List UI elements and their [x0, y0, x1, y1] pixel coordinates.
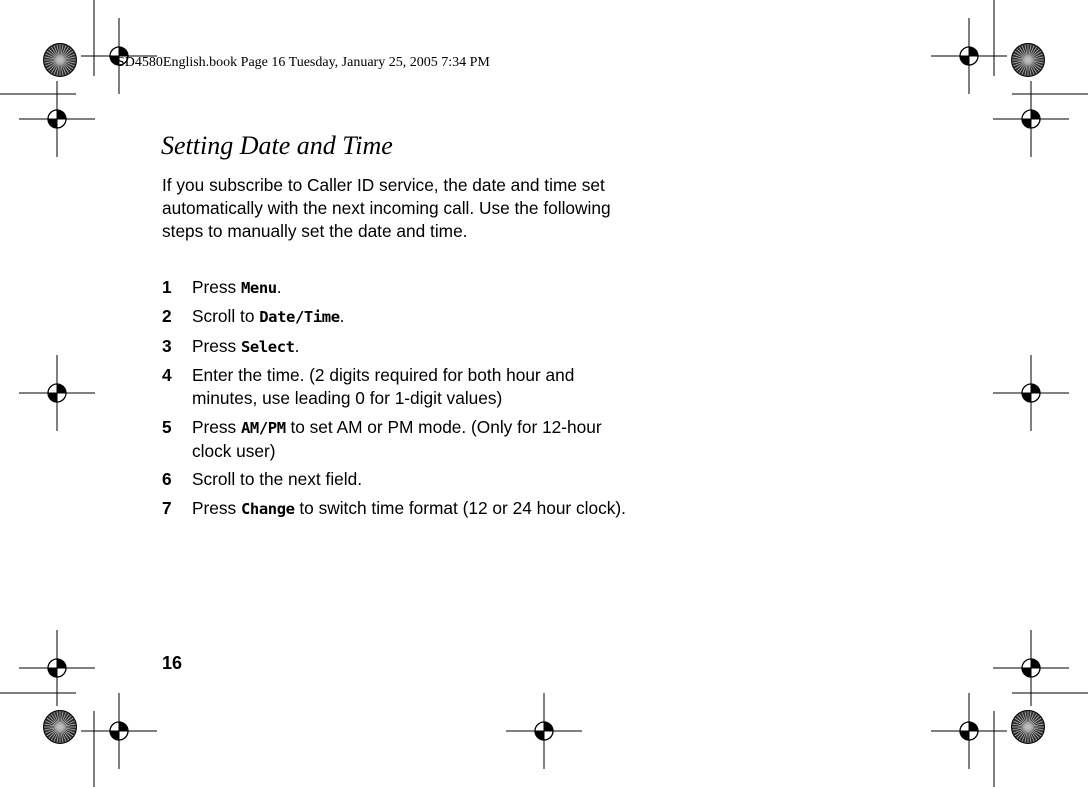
- step-text: .: [294, 336, 300, 356]
- registration-mark-icon: [19, 81, 95, 157]
- step-text: Scroll to the next field.: [192, 469, 363, 489]
- starburst-target-icon: [1012, 711, 1045, 744]
- step-number: 4: [162, 365, 172, 385]
- step-text: .: [339, 306, 345, 326]
- registration-mark-icon: [81, 693, 157, 769]
- step-item: [162, 276, 642, 300]
- step-number: 6: [162, 469, 172, 489]
- step-text: Enter the time. (2 digits required for both hour and minutes, use leading 0 for 1-digit values): [192, 365, 575, 408]
- step-text: Scroll to: [192, 306, 260, 326]
- starburst-target-icon: [1012, 44, 1045, 77]
- step-text: to switch time format (12 or 24 hour clock).: [294, 498, 626, 518]
- step-item: [162, 364, 642, 410]
- registration-mark-icon: [19, 355, 95, 431]
- step-number: 5: [162, 417, 172, 437]
- step-text: Press: [192, 336, 241, 356]
- step-item: [162, 305, 642, 329]
- starburst-target-icon: [44, 44, 77, 77]
- key-label-change: Change: [240, 500, 295, 518]
- step-text: Press: [192, 498, 241, 518]
- registration-mark-icon: [993, 630, 1069, 706]
- key-label-menu: Menu: [240, 279, 277, 297]
- step-text: Press: [192, 417, 241, 437]
- key-label-am-pm: AM/PM: [240, 419, 286, 437]
- step-text: Press: [192, 277, 241, 297]
- step-text: .: [276, 277, 282, 297]
- registration-mark-icon: [19, 630, 95, 706]
- step-item: [162, 497, 642, 521]
- registration-mark-icon: [931, 18, 1007, 94]
- key-label-select: Select: [240, 338, 295, 356]
- step-number: 2: [162, 306, 172, 326]
- registration-mark-icon: [993, 355, 1069, 431]
- step-item: [162, 335, 642, 359]
- registration-mark-icon: [931, 693, 1007, 769]
- registration-mark-icon: [993, 81, 1069, 157]
- key-label-date-time: Date/Time: [259, 308, 340, 326]
- intro-paragraph: If you subscribe to Caller ID service, the date and time set automatically with the next incoming call. Use the following steps to manually set the date and time.: [162, 175, 611, 241]
- book-info-line: SD4580English.book Page 16 Tuesday, January 25, 2005 7:34 PM: [117, 55, 490, 70]
- section-title: Setting Date and Time: [161, 131, 393, 160]
- page-number: 16: [162, 653, 183, 673]
- step-text: to set AM or PM mode. (Only for 12-hour clock user): [192, 417, 602, 461]
- step-number: 3: [162, 336, 172, 356]
- step-item: [162, 468, 642, 491]
- step-number: 1: [162, 277, 172, 297]
- step-item: [162, 416, 642, 463]
- step-number: 7: [162, 498, 172, 518]
- registration-mark-icon: [506, 693, 582, 769]
- starburst-target-icon: [44, 711, 77, 744]
